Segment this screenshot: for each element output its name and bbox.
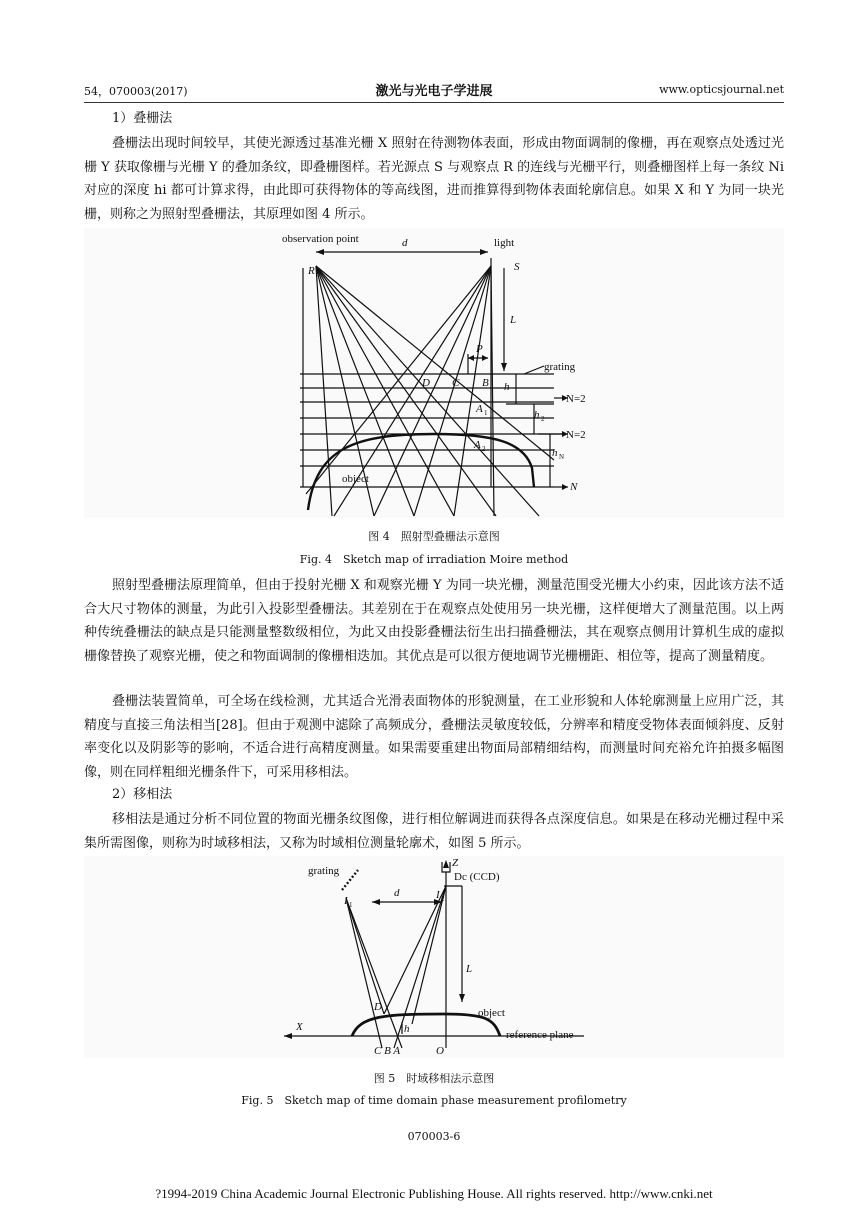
- label-R: R: [308, 265, 315, 277]
- label-L: L: [510, 314, 517, 326]
- label-hN-sub: N: [559, 453, 565, 461]
- header-citation: 54，070003(2017): [84, 85, 188, 98]
- label-I1-sub: 1: [349, 901, 353, 909]
- label-P: P: [476, 343, 483, 355]
- label-A1: A: [476, 403, 483, 415]
- label-N: N: [570, 481, 578, 493]
- figure-4: [84, 228, 784, 518]
- label-B: B: [482, 377, 489, 389]
- label-h: h: [504, 381, 510, 393]
- label-Dc-CCD: Dc (CCD): [454, 871, 500, 883]
- label-Z: Z: [452, 857, 459, 869]
- label-h2: h: [534, 409, 540, 421]
- figure-5-caption-cn: 图 5 时域移相法示意图: [373, 1072, 495, 1085]
- page-number: 070003-6: [407, 1130, 461, 1143]
- paragraph-phase-shift: 移相法是通过分析不同位置的物面光栅条纹图像，进行相位解调进而获得各点深度信息。如果是在移动光栅过程中采集所需图像，则称为时域移相法，又称为时域相位测量轮廓术，如图 5 所示。: [84, 812, 784, 851]
- figure-5: [84, 856, 784, 1058]
- label-d: d: [402, 237, 408, 249]
- label-A2: A: [474, 439, 481, 451]
- label-d-fig5: d: [394, 887, 400, 899]
- label-N-first: N=2: [566, 393, 586, 405]
- section-heading-phase-shift: 2）移相法: [112, 787, 173, 802]
- figure-4-diagram: [84, 228, 784, 518]
- label-C: C: [452, 377, 460, 389]
- label-CBA: C B A: [374, 1045, 401, 1057]
- running-header: [84, 80, 784, 100]
- paragraph-moire-intro: 叠栅法出现时间较早，其使光源透过基准光栅 X 照射在待测物体表面，形成由物面调制的像栅，再在观察点处透过光栅 Y 获取像栅与光栅 Y 的叠加条纹，即叠栅图样。若光源点 S 与观察点 R 的连线与光栅平行，则叠栅图样上每一条纹 Ni 对应的深度 hi 都可计算求得，由此即可获得物体的等高线图，进而推算得到物体表面轮廓信息。如果 X 和 Y 为同一块光栅，则称之为照射型叠栅法，其原理如图 4 所示。: [84, 136, 784, 222]
- figure-5-diagram: [84, 856, 784, 1058]
- label-S: S: [514, 261, 520, 273]
- label-A2-sub: 2: [482, 445, 486, 453]
- label-X: X: [296, 1021, 303, 1033]
- label-object: object: [342, 473, 369, 485]
- paragraph-moire-summary: 叠栅法装置简单，可全场在线检测，尤其适合光滑表面物体的形貌测量，在工业形貌和人体轮廓测量上应用广泛，其精度与直接三角法相当[28]。但由于观测中滤除了高频成分，叠栅法灵敏度较低，分辨率和精度受物体表面倾斜度、反射率变化以及阴影等的影响，不适合进行高精度测量。如果需要重建出物面局部精细结构，而测量时间充裕允许拍摄多幅图像，则在同样粗细光栅条件下，可采用移相法。: [84, 694, 784, 780]
- label-I2-sub: 2: [441, 895, 445, 903]
- label-N-second: N=2: [566, 429, 586, 441]
- journal-website: www.opticsjournal.net: [659, 83, 784, 96]
- label-h-fig5: h: [404, 1023, 410, 1035]
- figure-4-caption-cn: 图 4 照射型叠栅法示意图: [368, 530, 500, 543]
- label-object-fig5: object: [478, 1007, 505, 1019]
- label-L-fig5: L: [466, 963, 473, 975]
- journal-title: 激光与光电子学进展: [375, 84, 493, 99]
- figure-5-caption-en: Fig. 5 Sketch map of time domain phase measurement profilometry: [241, 1094, 627, 1107]
- figure-4-caption-en: Fig. 4 Sketch map of irradiation Moire method: [299, 553, 569, 566]
- label-grating-fig5: grating: [308, 865, 340, 877]
- label-reference-plane: reference plane: [506, 1029, 574, 1041]
- cnki-footer: ?1994-2019 China Academic Journal Electronic Publishing House. All rights reserved. http://www.cnki.net: [155, 1186, 713, 1201]
- label-D: D: [422, 377, 430, 389]
- label-D-fig5: D: [374, 1001, 382, 1013]
- label-I2: I: [436, 889, 440, 901]
- label-hN: h: [552, 447, 558, 459]
- label-observation-point: observation point: [282, 233, 359, 245]
- label-I1: I: [344, 895, 348, 907]
- label-grating: grating: [544, 361, 576, 373]
- header-divider: [84, 102, 784, 103]
- label-A1-sub: 1: [484, 409, 488, 417]
- section-heading-moire: 1）叠栅法: [112, 111, 173, 126]
- paragraph-irradiation-moire: 照射型叠栅法原理简单，但由于投射光栅 X 和观察光栅 Y 为同一块光栅，测量范围受光栅大小约束，因此该方法不适合大尺寸物体的测量，为此引入投影型叠栅法。其差别在于在观察点处使用另一块光栅，这样便增大了测量范围。以上两种传统叠栅法的缺点是只能测量整数级相位，为此又由投影叠栅法衍生出扫描叠栅法，其在观察点侧用计算机生成的虚拟栅像替换了观察光栅，使之和物面调制的像栅相迭加。其优点是可以很方便地调节光栅栅距、相位等，提高了测量精度。: [84, 578, 784, 664]
- label-O: O: [436, 1045, 444, 1057]
- label-h2-sub: 2: [541, 415, 545, 423]
- label-light: light: [494, 237, 515, 249]
